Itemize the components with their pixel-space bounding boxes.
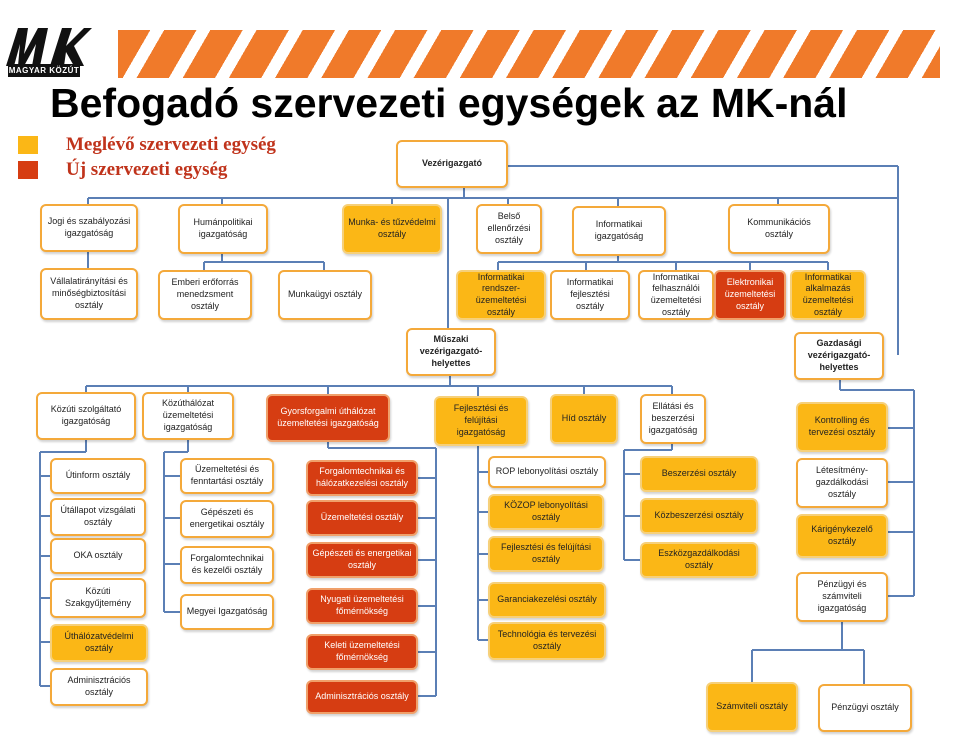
box-inf-fejlesztesi: Informatikai fejlesztési osztály bbox=[550, 270, 630, 320]
box-fejlesztesi-osztaly: Fejlesztési és felújítási osztály bbox=[488, 536, 604, 572]
box-inf-felhasznaloi: Informatikai felhasználói üzemeltetési osztály bbox=[638, 270, 714, 320]
box-kommunikacios: Kommunikációs osztály bbox=[728, 204, 830, 254]
box-uthalozatvedelmi: Úthálózatvédelmi osztály bbox=[50, 624, 148, 662]
box-belso-ellenorzesi: Belső ellenőrzési osztály bbox=[476, 204, 542, 254]
box-megyei: Megyei Igazgatóság bbox=[180, 594, 274, 630]
box-inf-rendszer: Informatikai rendszer-üzemeltetési osztály bbox=[456, 270, 546, 320]
box-keleti: Keleti üzemeltetési főmérnökség bbox=[306, 634, 418, 670]
box-karigenykezelo: Kárigénykezelő osztály bbox=[796, 514, 888, 558]
box-kozuthalozat: Közúthálózat üzemeltetési igazgatóság bbox=[142, 392, 234, 440]
box-elektronikai: Elektronikai üzemeltetési osztály bbox=[714, 270, 786, 320]
box-eszkozgazdalkodasi: Eszközgazdálkodási osztály bbox=[640, 542, 758, 578]
box-hid: Híd osztály bbox=[550, 394, 618, 444]
box-oka: OKA osztály bbox=[50, 538, 146, 574]
box-ellatasi: Ellátási és beszerzési igazgatóság bbox=[640, 394, 706, 444]
box-munka-tuzvedelmi: Munka- és tűzvédelmi osztály bbox=[342, 204, 442, 254]
box-uzemeltetesi-fenntartasi: Üzemeltetési és fenntartási osztály bbox=[180, 458, 274, 494]
box-gepeszeti-energetikai-1: Gépészeti és energetikai osztály bbox=[180, 500, 274, 538]
box-vallalatiranyitasi: Vállalatirányítási és minőségbiztosítási osztály bbox=[40, 268, 138, 320]
box-technologia: Technológia és tervezési osztály bbox=[488, 622, 606, 660]
box-humanpolitikai: Humánpolitikai igazgatóság bbox=[178, 204, 268, 254]
legend-label-existing: Meglévő szervezeti egység bbox=[66, 134, 276, 155]
box-adminisztracios-2: Adminisztrációs osztály bbox=[306, 680, 418, 714]
box-penzugyi-igazgatosag: Pénzügyi és számviteli igazgatóság bbox=[796, 572, 888, 622]
box-beszerzesi: Beszerzési osztály bbox=[640, 456, 758, 492]
box-utinform: Útinform osztály bbox=[50, 458, 146, 494]
legend-label-new: Új szervezeti egység bbox=[66, 159, 228, 180]
box-emberi-eroforras: Emberi erőforrás menedzsment osztály bbox=[158, 270, 252, 320]
box-kontrolling: Kontrolling és tervezési osztály bbox=[796, 402, 888, 452]
box-forgalomtechnikai-halozat: Forgalomtechnikai és hálózatkezelési osztály bbox=[306, 460, 418, 496]
box-kozuti-szakgyujtemeny: Közúti Szakgyűjtemény bbox=[50, 578, 146, 618]
box-nyugati: Nyugati üzemeltetési főmérnökség bbox=[306, 588, 418, 624]
box-garanciakezelesi: Garanciakezelési osztály bbox=[488, 582, 606, 618]
box-gepeszeti-energetikai-2: Gépészeti és energetikai osztály bbox=[306, 542, 418, 578]
box-utallapot: Útállapot vizsgálati osztály bbox=[50, 498, 146, 536]
box-penzugyi-osztaly: Pénzügyi osztály bbox=[818, 684, 912, 732]
box-gyorsforgalmi: Gyorsforgalmi úthálózat üzemeltetési igazgatóság bbox=[266, 394, 390, 442]
box-gazdasagi-vezerigazgato-helyettes: Gazdasági vezérigazgató-helyettes bbox=[794, 332, 884, 380]
box-jogi: Jogi és szabályozási igazgatóság bbox=[40, 204, 138, 252]
box-letesitmeny: Létesítmény-gazdálkodási osztály bbox=[796, 458, 888, 508]
box-kozuti-szolgaltato: Közúti szolgáltató igazgatóság bbox=[36, 392, 136, 440]
box-kozbeszerzesi: Közbeszerzési osztály bbox=[640, 498, 758, 534]
box-muszaki-vezerigazgato-helyettes: Műszaki vezérigazgató-helyettes bbox=[406, 328, 496, 376]
box-rop: ROP lebonyolítási osztály bbox=[488, 456, 606, 488]
box-inf-alkalmazas: Informatikai alkalmazás üzemeltetési osztály bbox=[790, 270, 866, 320]
box-adminisztracios-1: Adminisztrációs osztály bbox=[50, 668, 148, 706]
box-vezerigazgato: Vezérigazgató bbox=[396, 140, 508, 188]
page-title: Befogadó szervezeti egységek az MK-nál bbox=[50, 80, 848, 126]
box-uzemeltetesi: Üzemeltetési osztály bbox=[306, 500, 418, 536]
box-szamviteli: Számviteli osztály bbox=[706, 682, 798, 732]
box-kozop: KÖZOP lebonyolítási osztály bbox=[488, 494, 604, 530]
box-informatikai-igazgatosag: Informatikai igazgatóság bbox=[572, 206, 666, 256]
box-fejlesztesi-igazgatosag: Fejlesztési és felújítási igazgatóság bbox=[434, 396, 528, 446]
box-forgalomtechnikai-kezeloi: Forgalomtechnikai és kezelői osztály bbox=[180, 546, 274, 584]
logo-text: MAGYAR KÖZÚT bbox=[8, 66, 80, 75]
box-munkaugyi: Munkaügyi osztály bbox=[278, 270, 372, 320]
